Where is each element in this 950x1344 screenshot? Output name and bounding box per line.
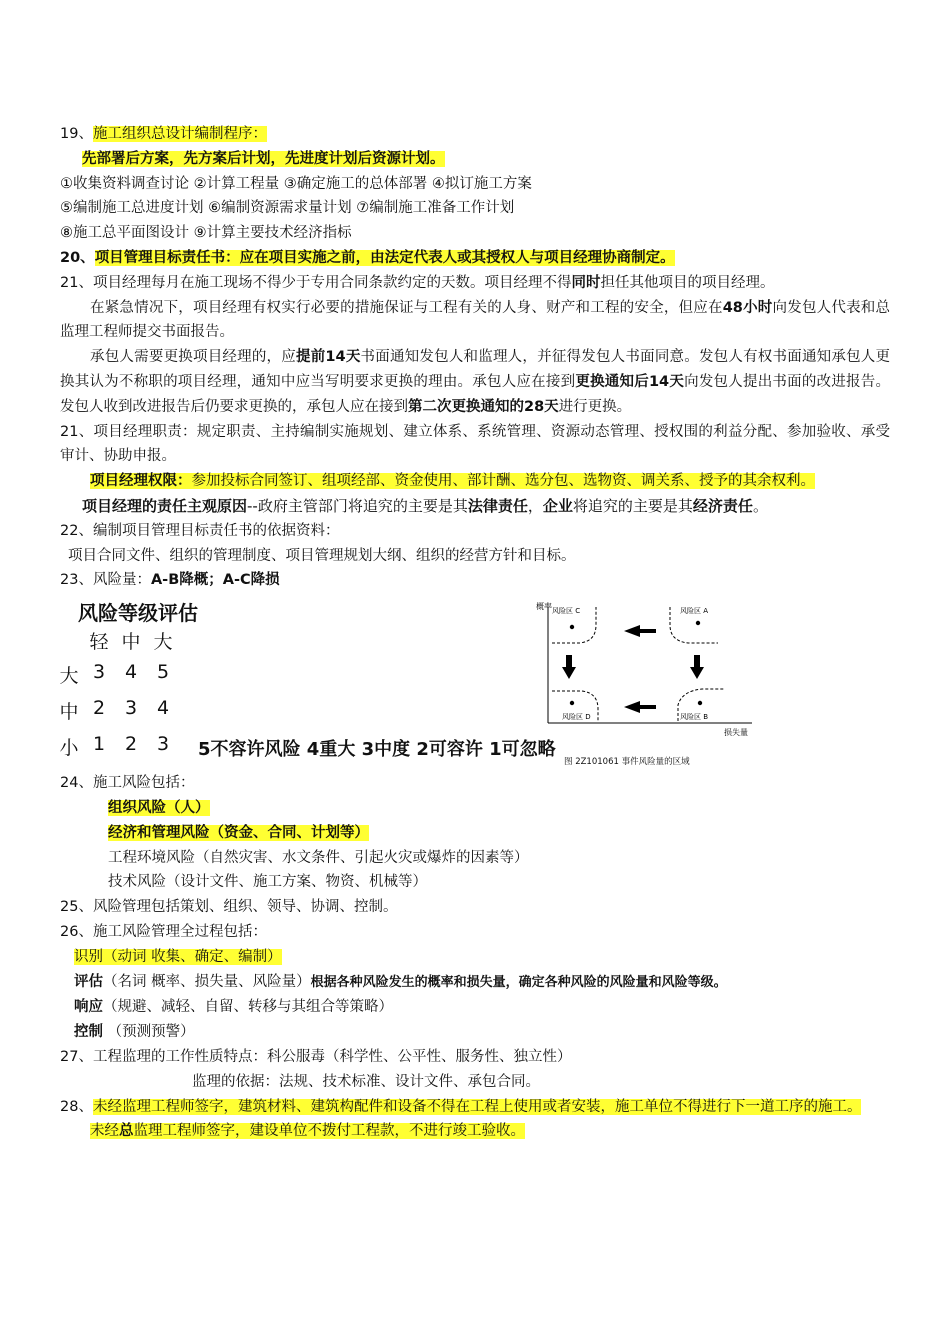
section-27-basis: 监理的依据：法规、技术标准、设计文件、承包合同。: [192, 1073, 540, 1090]
section-24-item-2: 经济和管理风险（资金、合同、计划等）: [108, 824, 369, 841]
section-26-identify: 识别（动词 收集、确定、编制）: [74, 948, 282, 965]
risk-grid-cell: 4: [124, 661, 138, 684]
arrow-down-right: [690, 655, 704, 679]
risk-grid-cell: 1: [92, 733, 106, 756]
section-28-line-2: 未经总监理工程师签字，建设单位不拨付工程款，不进行竣工验收。: [90, 1123, 525, 1140]
risk-grid-col-header: 轻: [89, 631, 109, 654]
risk-figure-row: [60, 593, 890, 771]
risk-grid-row-label: 大: [59, 665, 79, 688]
risk-grid-col-header: 大: [153, 631, 173, 654]
section-21-responsibility: 项目经理的责任主观原因--政府主管部门将追究的主要是其法律责任，企业将追究的主要是其经济责任。: [82, 496, 768, 515]
section-19-steps-1: ①收集资料调查讨论 ②计算工程量 ③确定施工的总体部署 ④拟订施工方案: [60, 175, 532, 192]
section-24-item-1: 组织风险（人）: [108, 799, 210, 816]
section-23-heading: 23、风险量：A-B降概；A-C降损: [60, 572, 280, 589]
section-24-item-3: 工程环境风险（自然灾害、水文条件、引起火灾或爆炸的因素等）: [108, 849, 529, 866]
x-axis-label: 损失量: [724, 728, 748, 738]
section-26-control: 控制 （预测预警）: [74, 1024, 195, 1041]
section-21-paragraph-2: 在紧急情况下，项目经理有权实行必要的措施保证与工程有关的人身、财产和工程的安全，但应在48小时向发包人代表和总监理工程师提交书面报告。: [60, 299, 891, 341]
section-19-principle: 先部署后方案，先方案后计划，先进度计划后资源计划。: [82, 150, 445, 167]
section-21-paragraph-3: 承包人需要更换项目经理的，应提前14天书面通知发包人和监理人，并征得发包人书面同意。发包人有权书面通知承包人更换其认为不称职的项目经理，通知中应当写明要求更换的理由。承包人应在接到更换通知后14天向发包人提出书面的改进报告。发包人收到改进报告后仍要求更换的，承包人应在接到第二次更换通知的28天进行更换。: [60, 349, 891, 415]
risk-grid-cell: 3: [92, 661, 106, 684]
risk-zone-diagram: [528, 595, 790, 768]
section-28: 28、未经监理工程师签字，建筑材料、建筑构配件和设备不得在工程上使用或者安装，施工单位不得进行下一道工序的施工。: [60, 1098, 862, 1115]
section-24-item-4: 技术风险（设计文件、施工方案、物资、机械等）: [108, 874, 427, 891]
section-26-assess: 评估（名词 概率、损失量、风险量）根据各种风险发生的概率和损失量，确定各种风险的风险量和风险等级。: [74, 973, 727, 990]
zone-c-point: [570, 625, 574, 629]
zone-a-label: 风险区 A: [680, 607, 709, 616]
document-page: [60, 122, 890, 1144]
section-24-heading: 24、施工风险包括：: [60, 775, 195, 792]
section-27-nature: 27、工程监理的工作性质特点：科公服毒（科学性、公平性、服务性、独立性）: [60, 1048, 572, 1065]
risk-grid-cell: 2: [92, 697, 106, 720]
zone-a-point: [696, 621, 700, 625]
section-20: 20、项目管理目标责任书：应在项目实施之前，由法定代表人或其授权人与项目经理协商制定。: [60, 249, 675, 266]
arrow-left-top: [624, 625, 656, 637]
section-21-authority: 项目经理权限：参加投标合同签订、组项经部、资金使用、部计酬、选分包、选物资、调关系、授予的其余权利。: [90, 473, 815, 490]
section-26-respond: 响应（规避、减轻、自留、转移与其组合等策略）: [74, 999, 393, 1016]
risk-grid-title: 风险等级评估: [78, 601, 198, 626]
risk-grid-col-header: 中: [121, 631, 141, 654]
zone-c-label: 风险区 C: [552, 607, 581, 616]
section-19-heading: 19、施工组织总设计编制程序：: [60, 126, 267, 142]
arrow-down-left: [562, 655, 576, 679]
section-26-heading: 26、施工风险管理全过程包括：: [60, 923, 267, 940]
section-21-paragraph-1: 21、项目经理每月在施工现场不得少于专用合同条款约定的天数。项目经理不得同时担任其他项目的项目经理。: [60, 274, 775, 291]
section-21-duties: 21、项目经理职责：规定职责、主持编制实施规划、建立体系、系统管理、资源动态管理、授权围的利益分配、参加验收、承受审计、协助申报。: [60, 423, 890, 465]
risk-grid-row-label: 中: [59, 701, 79, 724]
risk-diagram-caption: 图 2Z101061 事件风险量的区域: [564, 757, 690, 768]
section-25: 25、风险管理包括策划、组织、领导、协调、控制。: [60, 899, 398, 916]
zone-d-label: 风险区 D: [562, 713, 591, 722]
risk-grid-cell: 4: [156, 697, 170, 720]
risk-grid-cell: 2: [124, 733, 138, 756]
risk-grid-row-label: 小: [59, 737, 79, 760]
risk-grid-cell: 3: [156, 733, 170, 756]
zone-b-label: 风险区 B: [680, 713, 709, 722]
risk-level-legend: 5不容许风险 4重大 3中度 2可容许 1可忽略: [198, 739, 556, 761]
risk-grid-cell: 3: [124, 697, 138, 720]
zone-b-point: [698, 701, 702, 705]
section-22-heading: 22、编制项目管理目标责任书的依据资料：: [60, 522, 340, 539]
zone-d-point: [570, 701, 574, 705]
risk-grid-cell: 5: [156, 661, 170, 684]
y-axis-label: 概率: [536, 602, 552, 612]
section-19-steps-2: ⑤编制施工总进度计划 ⑥编制资源需求量计划 ⑦编制施工准备工作计划: [60, 200, 515, 217]
section-19-steps-3: ⑧施工总平面图设计 ⑨计算主要技术经济指标: [60, 225, 352, 242]
section-22-body: 项目合同文件、组织的管理制度、项目管理规划大纲、组织的经营方针和目标。: [68, 547, 576, 564]
arrow-left-bottom: [624, 701, 656, 713]
